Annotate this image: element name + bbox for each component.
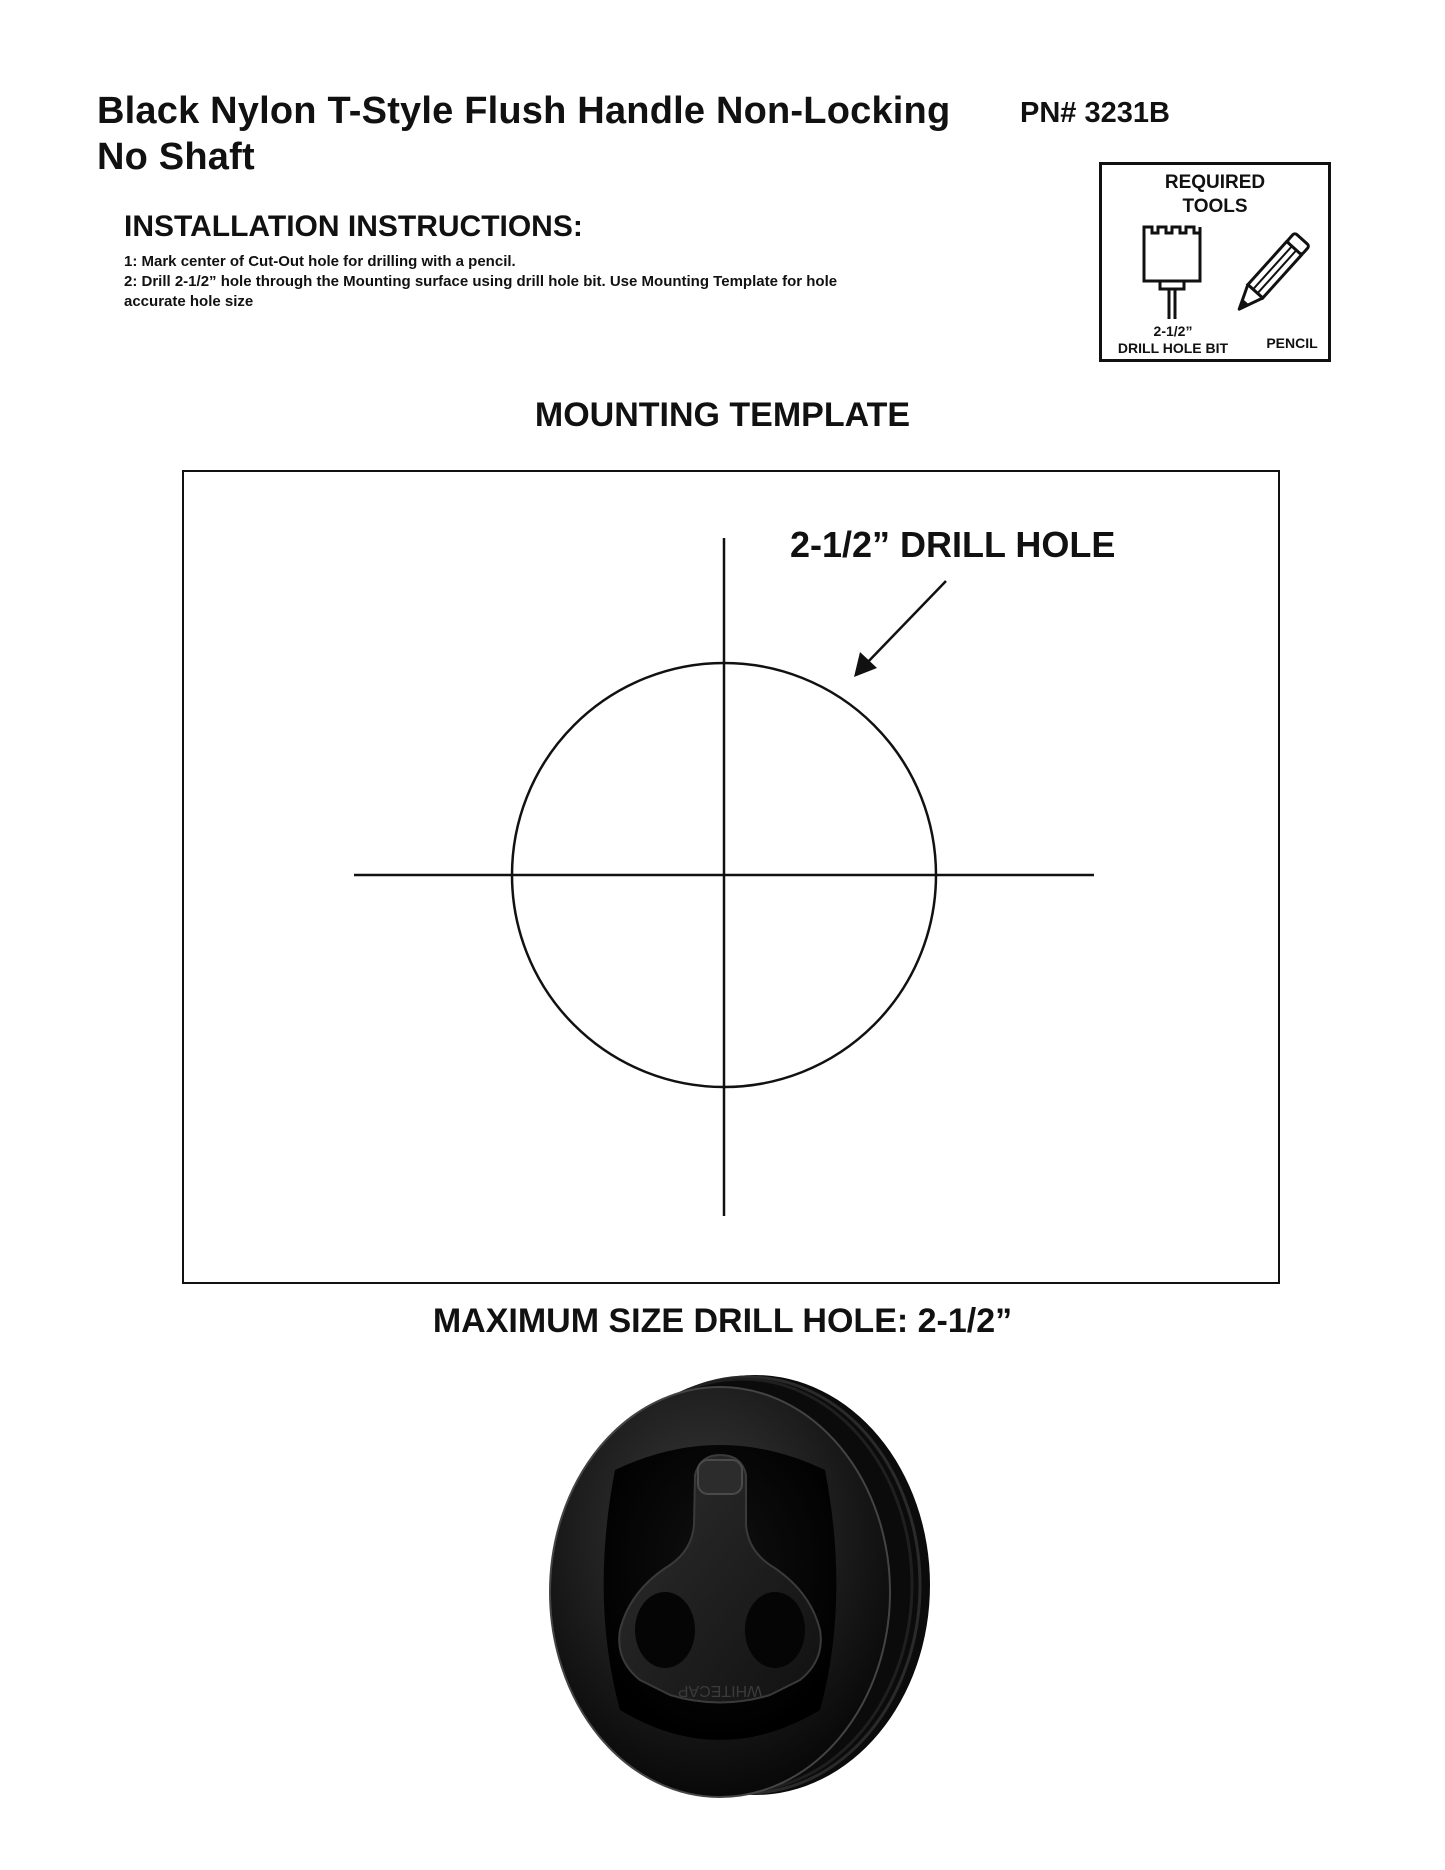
flush-handle-photo — [520, 1360, 940, 1840]
required-tools-box — [1099, 162, 1331, 362]
drill-bit-label — [1106, 323, 1240, 357]
required-tools-title-line-2: TOOLS — [1182, 196, 1248, 217]
page-title — [97, 88, 997, 180]
instruction-step-1: 1: Mark center of Cut-Out hole for drilling with a pencil. — [124, 253, 516, 270]
pencil-icon — [1220, 225, 1320, 325]
required-tools-title-line-1: REQUIRED — [1164, 172, 1266, 193]
instruction-step-2-continued: accurate hole size — [124, 293, 254, 310]
instructions-heading: INSTALLATION INSTRUCTIONS: — [124, 210, 583, 243]
finger-hole-right — [745, 1592, 805, 1668]
mounting-template-title: MOUNTING TEMPLATE — [534, 396, 911, 434]
title-line-1: Black Nylon T-Style Flush Handle Non-Locking — [97, 90, 951, 132]
pointer-arrow-line — [864, 581, 946, 666]
drill-bit-name: DRILL HOLE BIT — [1117, 340, 1229, 356]
max-drill-size: MAXIMUM SIZE DRILL HOLE: 2-1/2” — [432, 1302, 1013, 1340]
part-number: PN# 3231B — [1020, 97, 1170, 129]
hole-saw-drill-bit-icon — [1138, 223, 1208, 323]
drill-bit-size: 2-1/2” — [1153, 323, 1193, 339]
finger-hole-left — [635, 1592, 695, 1668]
drill-hole-label: 2-1/2” DRILL HOLE — [790, 524, 1116, 565]
required-tools-title — [1102, 171, 1328, 219]
drill-hole-template-drawing — [184, 472, 1278, 1282]
brand-emboss: WHITECAP — [677, 1682, 763, 1699]
mounting-template — [182, 470, 1280, 1284]
instruction-step-2: 2: Drill 2-1/2” hole through the Mounting surface using drill hole bit. Use Mounting Template for hole — [124, 273, 838, 290]
pencil-label: PENCIL — [1266, 335, 1318, 351]
hinge-knuckle — [698, 1460, 742, 1494]
title-line-2: No Shaft — [97, 136, 255, 178]
instructions-steps — [124, 252, 1004, 312]
